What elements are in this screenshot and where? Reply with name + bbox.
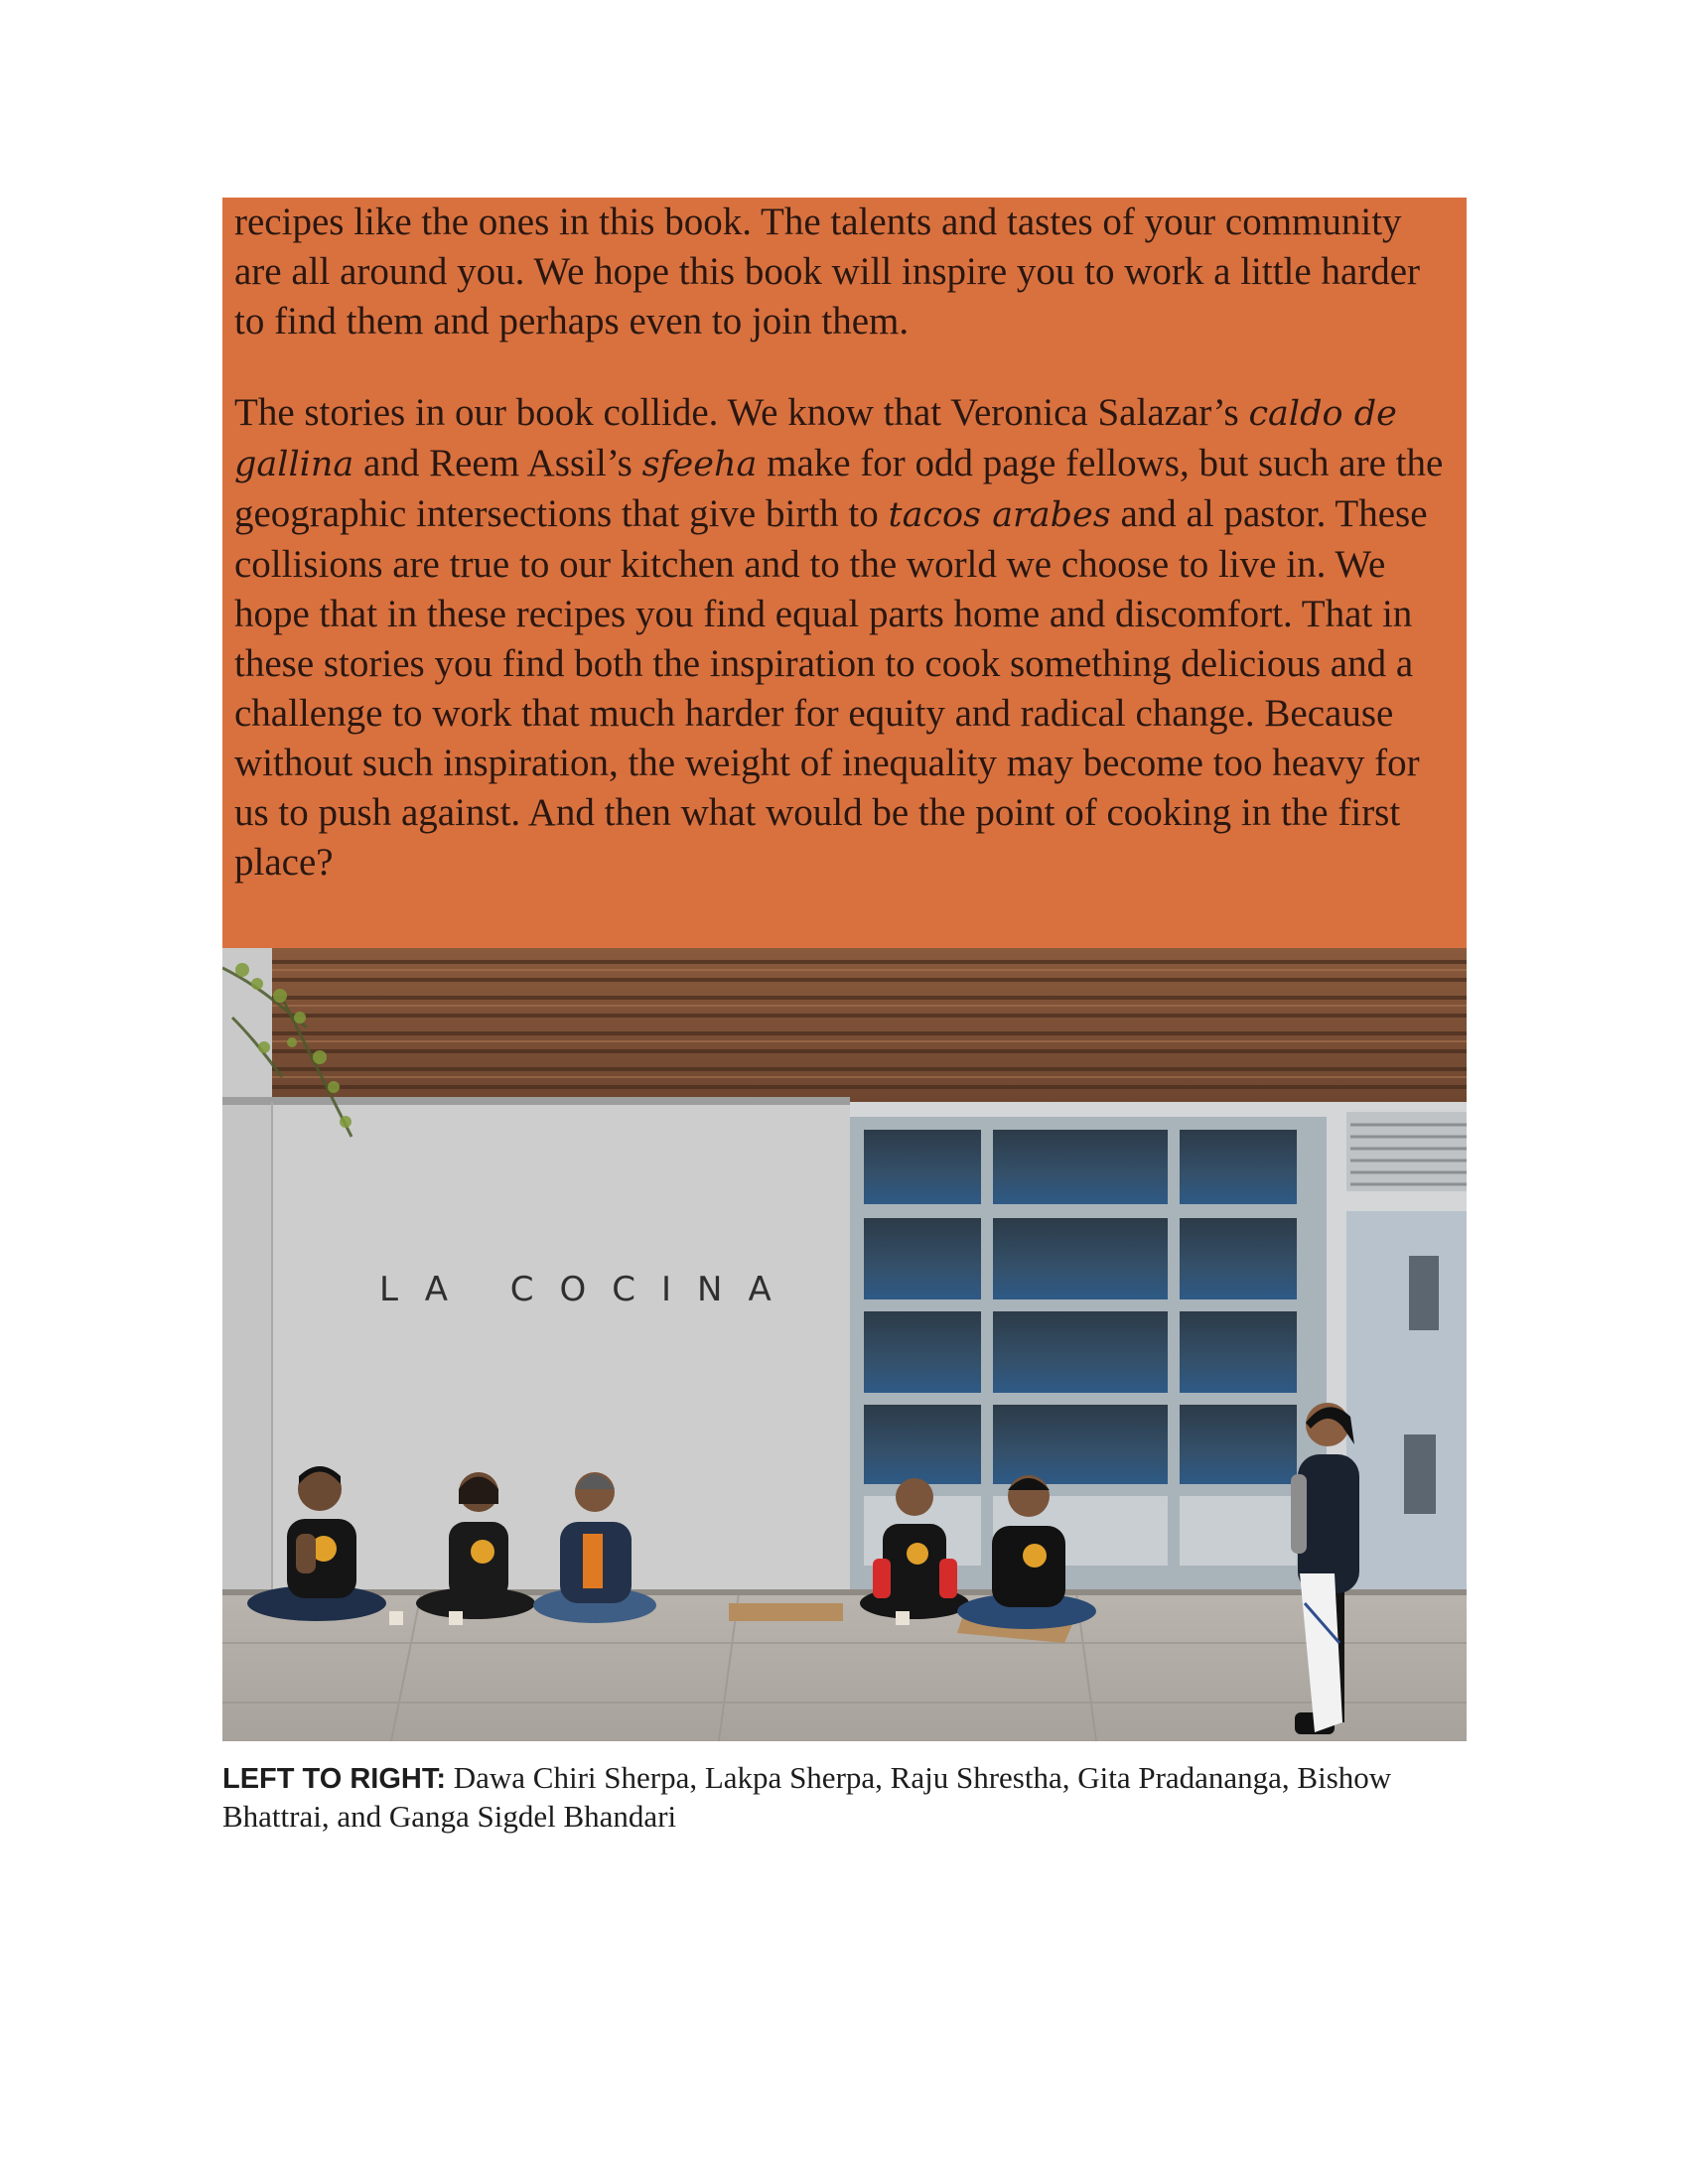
paragraph-2 [234, 388, 1458, 887]
photo-la-cocina [222, 948, 1467, 1741]
paragraph-1-text: recipes like the ones in this book. The talents and tastes of your community are all around you. We hope this book will inspire you to work a little harder to find them and perhaps even to join them. [234, 201, 1421, 342]
paragraph-2-text: The stories in our book collide. We know that Veronica Salazar’s [234, 391, 1249, 434]
dish-name-caldo-de-gallina: caldo de gallina [234, 394, 1397, 484]
caption-label: LEFT TO RIGHT: [222, 1763, 447, 1795]
photo-caption [222, 1759, 1467, 1836]
photo-illustration [222, 948, 1467, 1741]
paragraph-2-text: make for odd page fellows, but such are the geographic intersections that give birth to [234, 442, 1444, 535]
caption-names: Dawa Chiri Sherpa, Lakpa Sherpa, Raju Shrestha, Gita Pradananga, Bishow Bhattrai, and Ganga Sigdel Bhandari [222, 1760, 1392, 1834]
paragraph-2-text: and Reem Assil’s [353, 442, 642, 484]
paragraph-1 [234, 198, 1458, 346]
dish-name-sfeeha: sfeeha [641, 445, 758, 484]
body-text [234, 198, 1458, 887]
dish-name-tacos-arabes: tacos arabes [888, 495, 1111, 535]
la-cocina-sign: LA COCINA [379, 1270, 797, 1309]
wood-siding [222, 948, 1467, 1102]
paragraph-2-text: and al pastor. These collisions are true to our kitchen and to the world we choose to live in. We hope that in these recipes you find equal parts home and discomfort. That in these stories you find both the inspiration to cook something delicious and a challenge to work that much harder for equity and radical change. Because without such inspiration, the weight of inequality may become too heavy for us to push against. And then what would be the point of cooking in the first place? [234, 492, 1428, 884]
sidewalk [222, 1593, 1467, 1741]
